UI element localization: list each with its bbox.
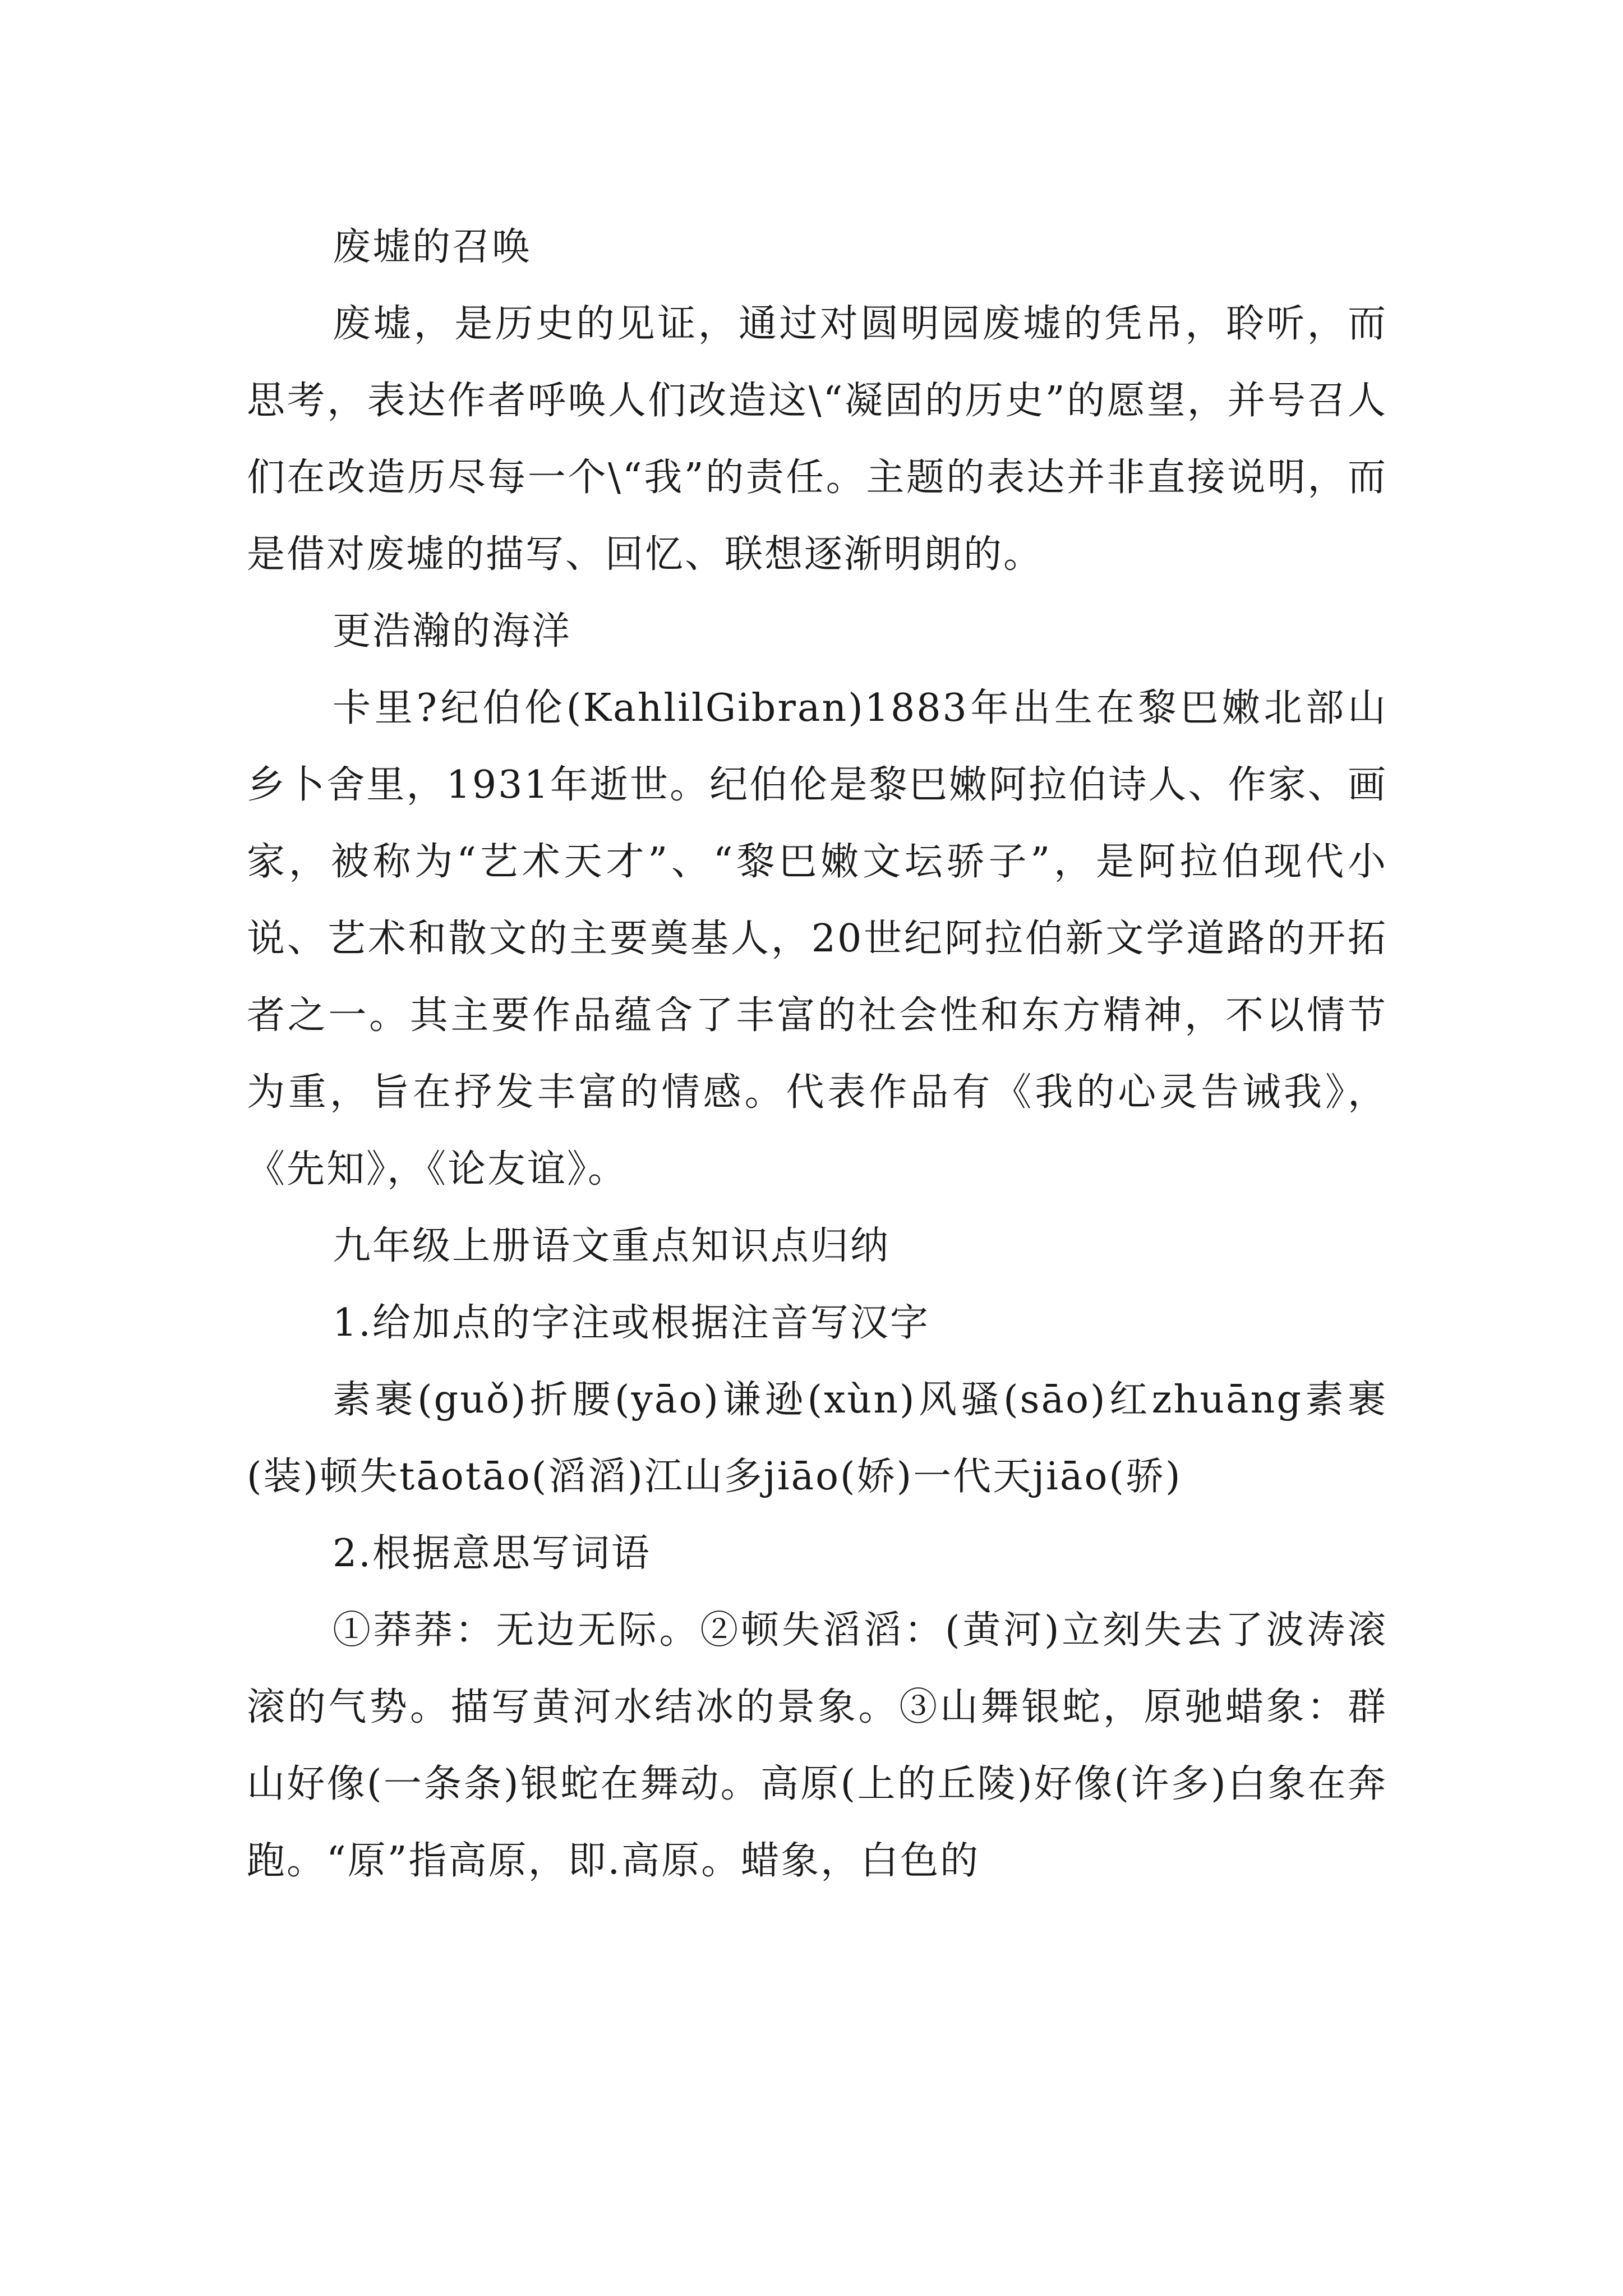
paragraph-pinyin: 素裹(guǒ)折腰(yāo)谦逊(xùn)风骚(sāo)红zhuāng素裹(装)顿失tāotāo(滔滔)江山多jiāo(娇)一代天jiāo(骄) — [247, 1378, 1387, 1499]
section-heading-ocean: 更浩瀚的海洋 — [333, 609, 572, 654]
paragraph-gibran: 卡里?纪伯伦(KahlilGibran)1883年出生在黎巴嫩北部山乡卜舍里，1931年逝世。纪伯伦是黎巴嫩阿拉伯诗人、作家、画家，被称为“艺术天才”、“黎巴嫩文坛骄子”，是阿拉伯现代小说、艺术和散文的主要奠基人，20世纪阿拉伯新文学道路的开拓者之一。其主要作品蕴含了丰富的社会性和东方精神，不以情节为重，旨在抒发丰富的情感。代表作品有《我的心灵告诫我》，《先知》，《论友谊》。 — [247, 686, 1387, 1191]
document-body — [247, 209, 1387, 1899]
section-heading-ruins: 废墟的召唤 — [333, 225, 532, 269]
paragraph-ruins: 废墟，是历史的见证，通过对圆明园废墟的凭吊，聆听，而思考，表达作者呼唤人们改造这\“凝固的历史”的愿望，并号召人们在改造历尽每一个\“我”的责任。主题的表达并非直接说明，而是借对废墟的描写、回忆、联想逐渐明朗的。 — [247, 302, 1387, 577]
section-heading-vocabulary: 2.根据意思写词语 — [333, 1531, 651, 1576]
section-heading-summary: 九年级上册语文重点知识点归纳 — [333, 1224, 891, 1268]
section-heading-pinyin: 1.给加点的字注或根据注音写汉字 — [333, 1301, 930, 1345]
paragraph-vocabulary: ①莽莽：无边无际。②顿失滔滔：(黄河)立刻失去了波涛滚滚的气势。描写黄河水结冰的景象。③山舞银蛇，原驰蜡象：群山好像(一条条)银蛇在舞动。高原(上的丘陵)好像(许多)白象在奔跑。“原”指高原，即.高原。蜡象，白色的 — [247, 1608, 1387, 1883]
